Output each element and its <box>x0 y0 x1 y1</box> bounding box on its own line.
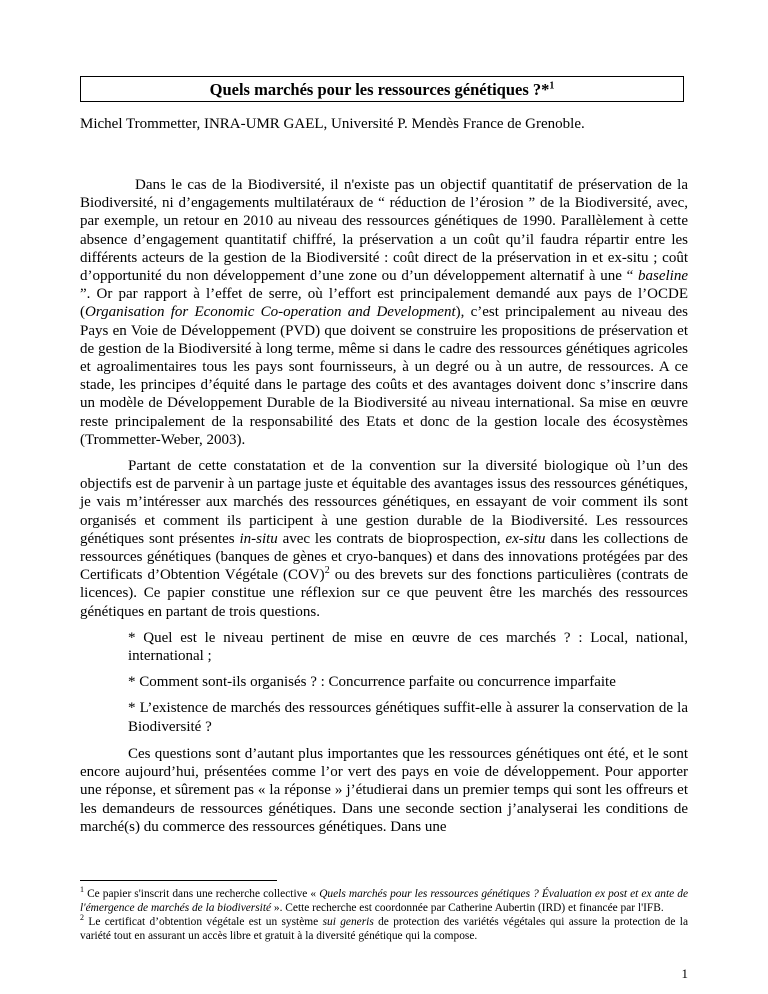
footnote-2: $^2$ Le certificat d’obtention végétale est un système sui generis de protection des variétés végétales qui assure la protection de la variété tout en assurant un accès libre et gratuit à la diversité génétique qui la compose. <box>80 913 688 942</box>
footnotes <box>80 885 689 944</box>
body-text <box>80 176 688 844</box>
title-text: Quels marchés pour les ressources génétiques ?* <box>209 80 550 99</box>
paragraph-3: Ces questions sont d’autant plus importantes que les ressources génétiques ont été, et le sont encore aujourd’hui, présentées comme l’or vert des pays en voie de développement. Pour apporter une réponse, et sûrement pas « la réponse » j’étudierai dans un premier temps qui sont les offreurs et les demandeurs de ressources génétiques. Dans une seconde section j’analyserai les conditions de marché(s) du commerce des ressources génétiques. Dans une <box>80 745 688 835</box>
footnote-1: $^1$ Ce papier s'inscrit dans une recherche collective « Quels marchés pour les ressources génétiques ? Évaluation ex post et ex ante de l'émergence de marchés de la biodiversité ». Cette recherche est coordonnée par Catherine Aubertin (IRD) et financée par l'IFB. <box>80 885 689 914</box>
page-title <box>80 76 684 102</box>
author-line: Michel Trommetter, INRA-UMR GAEL, Université P. Mendès France de Grenoble. <box>80 116 585 132</box>
question-2: * Comment sont-ils organisés ? : Concurrence parfaite ou concurrence imparfaite <box>128 674 616 691</box>
title-footnote-mark: 1 <box>549 80 555 92</box>
question-1: * Quel est le niveau pertinent de mise en œuvre de ces marchés ? : Local, national, international ; <box>128 629 688 665</box>
question-3: * L’existence de marchés des ressources génétiques suffit-elle à assurer la conservation de la Biodiversité ? <box>128 700 688 735</box>
page-number: 1 <box>681 966 688 981</box>
footnote-ref-2: 2 <box>324 565 330 577</box>
footnote-divider <box>80 880 277 881</box>
paragraph-1: Dans le cas de la Biodiversité, il n'existe pas un objectif quantitatif de préservation de la Biodiversité, ni d’engagements multilatéraux de “ réduction de l’érosion ” de la Biodiversité, avec, par exemple, un retour en 2010 au niveau des ressources génétiques de 1990. Parallèlement à cette absence d’engagement quantitatif chiffré, la préservation a un coût qu’il faudra répartir entre les différents acteurs de la gestion de la Biodiversité : coût direct de la préservation in et ex-situ ; coût d’opportunité du non développement d’une zone ou d’un développement alternatif à une “ baseline ”. Or par rapport à l’effet de serre, où l’effort est principalement demandé aux pays de l’OCDE (Organisation for Economic Co-operation and Development), c’est principalement au niveau des Pays en Voie de Développement (PVD) que doivent se construire les propositions de préservation et de gestion de la Biodiversité à long terme, même si dans le cadre des ressources génétiques agricoles et agroalimentaires tous les pays sont fournisseurs, à un degré ou à un autre, de ressources. A ce stade, les principes d’équité dans le partage des coûts et des avantages doivent donc s’inscrire dans un modèle de Développement Durable de la Biodiversité au niveau international. Sa mise en œuvre reste principalement de la responsabilité des Etats et donc de la gestion locale des écosystèmes (Trommetter-Weber, 2003). <box>80 177 688 448</box>
paragraph-2: Partant de cette constatation et de la convention sur la diversité biologique où l’un des objectifs est de parvenir à un partage juste et équitable des avantages issus des ressources génétiques, je vais m’intéresser aux marchés des ressources génétiques, en essayant de voir comment ils sont organisés et comment ils participent à une gestion durable de la Biodiversité. Les ressources génétiques sont présentes in-situ avec les contrats de bioprospection, ex-situ dans les collections de ressources génétiques (banques de gènes et cryo-banques) et dans des innovations protégées par des Certificats d’Obtention Végétale (COV)$^2$ ou des brevets sur des fonctions particulières (contrats de licences). Ce papier constitue une réflexion sur ce que peuvent être les marchés des ressources génétiques en partant de trois questions. <box>80 458 688 620</box>
